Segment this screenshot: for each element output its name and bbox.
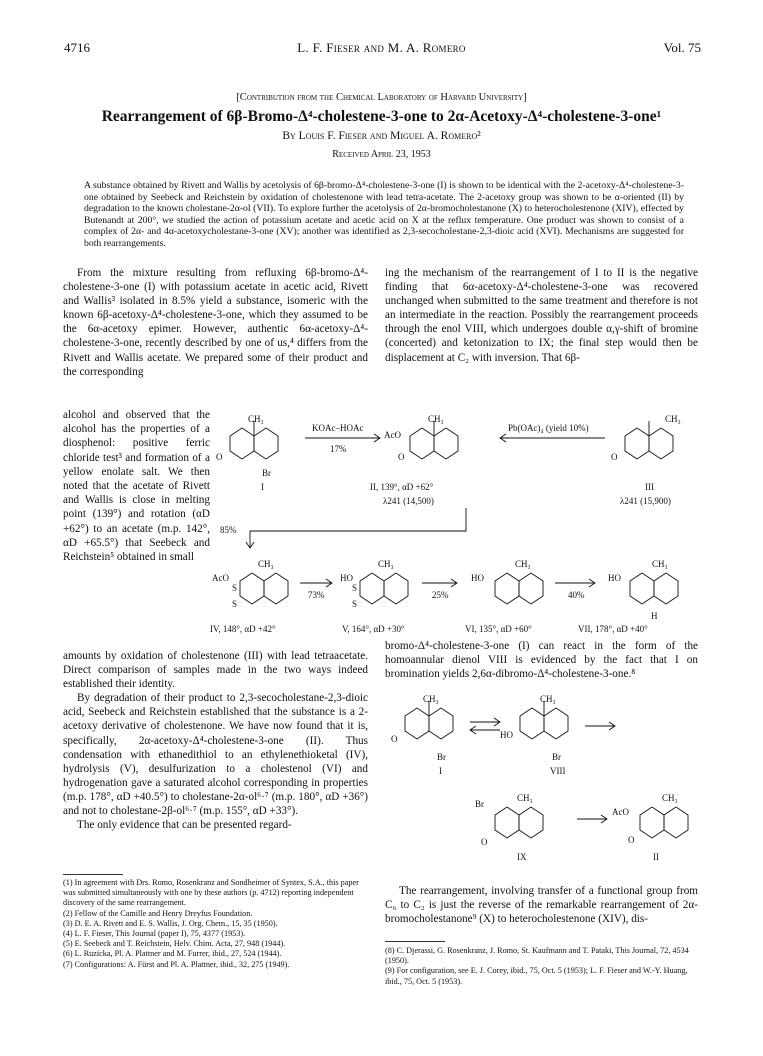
structure-II	[612, 793, 688, 845]
structure-I	[391, 694, 453, 762]
uv-label-II: λ241 (14,500)	[383, 496, 434, 506]
paragraph: alcohol and observed that the alcohol has the properties of a diosphenol: positive ferric chloride test³ and formation of a yellow enolate salt. We then noted that the acetate of Rivett and Wallis is close in melting point (139°) and rotation (αD +62°) to an acetate (m.p. 142°, αD +65.5°) that Seebeck and Reichstein⁵ obtained in small	[63, 409, 210, 564]
oxygen-label: O	[611, 452, 618, 462]
sulfur-label: S	[352, 599, 358, 609]
footnote: (3) D. E. A. Rivett and E. S. Wallis, J. Org. Chem., 15, 35 (1950).	[63, 918, 278, 928]
page-number: 4716	[64, 40, 90, 55]
reaction-scheme-1	[210, 398, 705, 648]
hydroxy-label: HO	[340, 573, 353, 583]
structure-VI	[471, 559, 543, 604]
byline: By Louis F. Fieser and Miguel A. Romero²	[282, 130, 481, 142]
running-head-authors: L. F. Fieser and M. A. Romero	[297, 40, 466, 55]
footnote-rule	[385, 941, 445, 942]
compound-label-II: II, 139°, αD +62°	[370, 482, 434, 492]
oxygen-label: O	[216, 452, 223, 462]
ch3-label: CH₃	[665, 414, 681, 424]
footnote: (6) L. Ruzicka, Pl. A. Plattner and M. Furrer, ibid., 27, 524 (1944).	[63, 949, 282, 959]
paragraph: The rearrangement, involving transfer of a functional group from C₆ to C₂ is just the reverse of the remarkable rearrangement of 2α-bromocholestanone⁹ (X) to heterocholestenone (XIV), dis-	[385, 885, 698, 926]
ch3-label: CH₃	[378, 559, 394, 569]
hydroxy-label: HO	[471, 573, 484, 583]
left-col-para1-bottom	[63, 649, 368, 832]
compound-label-IV: IV, 148°, αD +42°	[210, 624, 276, 634]
sulfur-label: S	[232, 583, 238, 593]
ch3-label: CH₃	[517, 793, 533, 803]
paragraph: By degradation of their product to 2,3-secocholestane-2,3-dioic acid, Seebeck and Reichstein established that the substance is a 2-acetoxy derivative of cholestenone. We have now found that it is, specifically, 2α-acetoxy-Δ⁴-cholestene-3-one (II). Thus condensation with ethanedithiol to an ethylenethioketal (IV), hydrolysis (V), desulfurization to a cholestenol (VI) and hydrogenation gave a saturated alcohol corresponding in properties (m.p. 178°, αD +40.5°) to cholestane-2α-ol⁶·⁷ (m.p. 180°, αD +36°) and not to cholestane-2β-ol⁶·⁷ (m.p. 155°, αD +33°).	[63, 692, 368, 818]
yield-label: 85%	[220, 525, 237, 535]
bromine-label: Br	[552, 752, 561, 762]
oxygen-label: O	[391, 734, 398, 744]
paragraph: ing the mechanism of the rearrangement of I to II is the negative finding that 6α-acetoxy-Δ⁴-cholestene-3-one was recovered unchanged when submitted to the same treatment and therefore is not an intermediate in the reaction. Possibly the rearrangement proceeds through the enol VIII, which undergoes double α,γ-shift of bromine (concerted) and ketonization to IX; the final step would then be displacement at C₂ with inversion. That 6β-	[385, 267, 698, 364]
sulfur-label: S	[352, 583, 358, 593]
footnote: (7) Configurations: A. Fürst and Pl. A. Plattner, ibid., 32, 275 (1949).	[63, 959, 290, 969]
structure-IX	[475, 793, 543, 847]
paragraph: amounts by oxidation of cholestenone (III) with lead tetraacetate. Direct comparison of samples made in the two ways indeed established their identity.	[63, 650, 368, 691]
compound-label-I: I	[439, 766, 442, 776]
ch3-label: CH₃	[515, 559, 531, 569]
compound-label-V: V, 164°, αD +30°	[342, 624, 405, 634]
footnote: (2) Fellow of the Camille and Henry Dreyfus Foundation.	[63, 908, 253, 918]
acetoxy-label: AcO	[612, 807, 629, 817]
footnote: (4) L. F. Fieser, This Journal (paper I), 75, 4377 (1953).	[63, 929, 246, 939]
reagent-label: KOAc–HOAc	[312, 423, 364, 433]
ch3-label: CH₃	[662, 793, 678, 803]
compound-label-VII: VII, 178°, αD +40°	[578, 624, 648, 634]
footnote: (1) In agreement with Drs. Romo, Rosenkranz and Sondheimer of Syntex, S.A., this paper was submitted simultaneously with one by these authors (p. 4712) reporting independent discovery of the same rearrangement.	[63, 878, 359, 908]
compound-label-II: II	[653, 852, 659, 862]
abstract: A substance obtained by Rivett and Wallis by acetolysis of 6β-bromo-Δ⁴-cholestene-3-one (I) is shown to be identical with the 2-acetoxy-Δ⁴-cholestene-3-one obtained by Seebeck and Reichstein by oxidation of cholestenone with lead tetra-acetate. The 2-acetoxy group was shown to be α-oriented (II) by degradation to the known cholestane-2α-ol (VII). To explore further the acetolysis of 2α-bromocholestanone (X) to heterocholestenone (XIV), effected by Butenandt at 200°, we studied the action of potassium acetate and acetic acid on X at the reflux temperature. One product was shown to consist of a complex of 2α- and 4α-acetoxycholestane-3-one (XV); another was identified as 2,3-secocholestane-2,3-dioic acid (XVI). Mechanisms are suggested for both rearrangements.	[84, 180, 684, 249]
compound-label-VI: VI, 135°, αD +60°	[465, 624, 532, 634]
yield-label: 73%	[308, 590, 325, 600]
structure-V	[340, 559, 408, 609]
footnote: (8) C. Djerassi, G. Rosenkranz, J. Romo, St. Kaufmann and T. Pataki, This Journal, 72, 4534 (1950).	[385, 946, 689, 966]
structure-II	[384, 414, 458, 462]
bromine-label: Br	[475, 799, 484, 809]
hydroxy-label: HO	[608, 573, 621, 583]
acetoxy-label: AcO	[384, 430, 401, 440]
uv-label-III: λ241 (15,900)	[620, 496, 671, 506]
reagent-label: Pb(OAc)₄ (yield 10%)	[508, 423, 589, 433]
connector-arrow	[250, 508, 466, 548]
ch3-label: CH₃	[540, 694, 556, 704]
article-title: Rearrangement of 6β-Bromo-Δ⁴-cholestene-3-one to 2α-Acetoxy-Δ⁴-cholestene-3-one¹	[101, 108, 662, 125]
oxygen-label: O	[628, 835, 635, 845]
paragraph: bromo-Δ⁴-cholestene-3-one (I) can react in the form of the homoannular dienol VIII is evidenced by the fact that I on bromination yields 2,6α-dibromo-Δ⁴-cholestene-3-one.⁸	[385, 640, 698, 681]
compound-label-I: I	[261, 482, 264, 492]
yield-label: 40%	[568, 590, 585, 600]
hydrogen-label: H	[651, 611, 658, 621]
reaction-scheme-2	[385, 682, 705, 872]
ch3-label: CH₃	[258, 559, 274, 569]
paragraph: From the mixture resulting from refluxing 6β-bromo-Δ⁴-cholestene-3-one (I) with potassium acetate in acetic acid, Rivett and Wallis³ isolated in 8.5% yield a substance, isomeric with the known 6β-acetoxy-Δ⁴-cholestene-3-one, which they assumed to be the 6α-acetoxy epimer. However, authentic 6α-acetoxy-Δ⁴-cholestene-3-one, recently described by one of us,⁴ differs from the Rivett and Wallis acetate. We prepared some of their product and the corresponding	[63, 267, 368, 378]
compound-label-III: III	[645, 482, 654, 492]
yield-label: 17%	[330, 444, 347, 454]
ch3-label: CH₃	[652, 559, 668, 569]
yield-label: 25%	[432, 590, 449, 600]
structure-I	[216, 414, 278, 492]
footnotes-right	[385, 946, 698, 987]
contribution-line: [Contribution from the Chemical Laboratory of Harvard University]	[236, 92, 527, 103]
left-col-narrow	[63, 408, 210, 564]
oxygen-label: O	[398, 452, 405, 462]
hydroxy-label: HO	[500, 730, 513, 740]
structure-IV	[212, 559, 288, 609]
sulfur-label: S	[232, 599, 238, 609]
bromine-label: Br	[262, 468, 271, 478]
left-col-para1-top	[63, 266, 368, 379]
footnote: (5) E. Seebeck and T. Reichstein, Helv. Chim. Acta, 27, 948 (1944).	[63, 939, 286, 949]
footnotes-left	[63, 878, 368, 970]
ch3-label: CH₃	[423, 694, 439, 704]
volume-label: Vol. 75	[663, 40, 701, 55]
ch3-label: CH₃	[428, 414, 444, 424]
right-col-para1-top	[385, 266, 698, 365]
received-date: Received April 23, 1953	[332, 149, 431, 160]
structure-III	[611, 414, 681, 462]
acetoxy-label: AcO	[212, 573, 229, 583]
footnote-rule	[63, 874, 123, 875]
compound-label-VIII: VIII	[550, 766, 566, 776]
structure-VII	[608, 559, 678, 621]
right-col-para2	[385, 884, 698, 926]
bromine-label: Br	[437, 752, 446, 762]
footnote: (9) For configuration, see E. J. Corey, ibid., 75, Oct. 5 (1953); L. F. Fieser and W.-Y. Huang, ibid., 75, Oct. 5 (1953).	[385, 966, 688, 986]
ch3-label: CH₃	[248, 414, 264, 424]
oxygen-label: O	[481, 837, 488, 847]
paragraph: The only evidence that can be presented regard-	[77, 819, 292, 832]
structure-VIII	[500, 694, 568, 762]
compound-label-IX: IX	[517, 852, 527, 862]
